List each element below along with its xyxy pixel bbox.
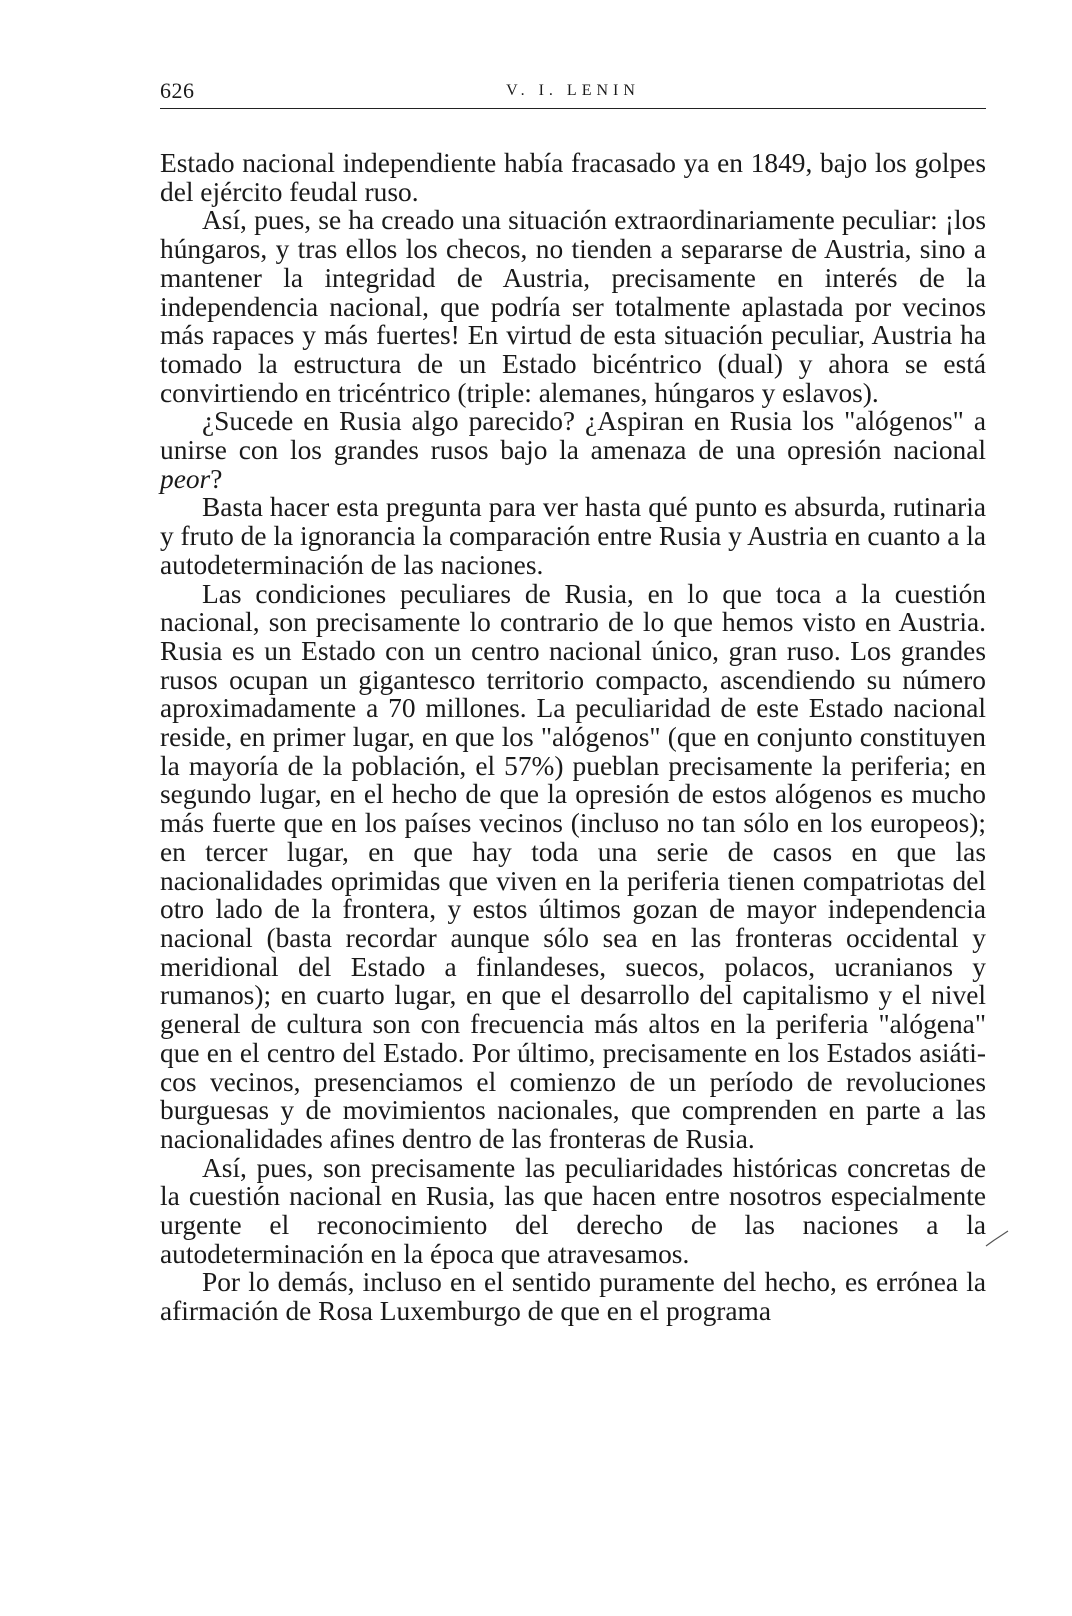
paragraph-1: Estado nacional independiente había fracasado ya en 1849, bajo los golpes del ejército feudal ruso. <box>160 148 986 207</box>
paragraph-3-text: ¿Sucede en Rusia algo parecido? ¿Aspiran en Rusia los "alógenos" a unirse con los grandes rusos bajo la amenaza de una opresión nacional <box>160 406 986 466</box>
body-text <box>160 149 986 1326</box>
paragraph-4: Basta hacer esta pregunta para ver hasta qué punto es absurda, rutinaria y fruto de la ignorancia la comparación entre Rusia y Austria en cuanto a la autodeterminación de las naciones. <box>160 492 986 580</box>
book-page <box>160 78 986 1326</box>
page-number: 626 <box>160 78 195 103</box>
paragraph-2: Así, pues, se ha creado una situación extraordinariamente peculiar: ¡los húngaros, y tras ellos los checos, no tienden a separarse de Austria, sino a mantener la integridad de Austria, precisamente en interés de la independencia nacional, que podría ser totalmente aplastada por vecinos más rapaces y más fuertes! En virtud de esta situación peculiar, Austria ha tomado la estructura de un Estado bicéntrico (dual) y ahora se está convirtiendo en tricéntrico (triple: alemanes, húngaros y eslavos). <box>160 205 986 408</box>
paragraph-6: Así, pues, son precisamente las peculiaridades históricas concretas de la cuestión nacional en Rusia, las que hacen entre nosotros especialmente urgente el reconocimiento del derecho de las naciones a la autodeterminación en la época que atravesamos. <box>160 1152 986 1269</box>
margin-pencil-mark <box>984 1226 1014 1248</box>
paragraph-7: Por lo demás, incluso en el sentido puramente del hecho, es errónea la afirmación de Rosa Luxemburgo de que en el programa <box>160 1267 986 1327</box>
paragraph-3-end: ? <box>210 463 223 494</box>
running-title: V. I. LENIN <box>506 82 640 99</box>
running-head <box>160 78 986 109</box>
paragraph-3-emphasis: peor <box>160 463 211 494</box>
paragraph-5: Las condiciones peculiares de Rusia, en lo que toca a la cuestión nacional, son precisamente lo contrario de lo que hemos visto en Austria. Rusia es un Estado con un centro nacional único, gran ruso. Los grandes rusos ocupan un gigantesco territorio compacto, ascendiendo su número aproximadamente a 70 millones. La peculiaridad de este Estado nacional reside, en primer lugar, en que los "alógenos" (que en conjunto constituyen la mayoría de la población, el 57%) pueblan precisamente la periferia; en segundo lugar, en el hecho de que la opresión de estos alógenos es mucho más fuerte que en los países vecinos (incluso no tan sólo en los europeos); en tercer lugar, en que hay toda una serie de casos en que las nacionalidades oprimidas que viven en la periferia tienen compatriotas del otro lado de la frontera, y estos últimos gozan de mayor independencia nacional (basta recordar aunque sólo sea en las fronteras occidental y meridional del Estado a finlandeses, suecos, polacos, ucranianos y rumanos); en cuarto lugar, en que el desarrollo del capitalismo y el nivel general de cultura son con frecuencia más altos en la periferia "alógena" que en el centro del Estado. Por último, precisamente en los Estados asiáticos vecinos, presenciamos el comienzo de un período de revoluciones burguesas y de movimientos nacionales, que comprenden en parte a las nacionalidades afines dentro de las fronteras de Rusia. <box>160 578 986 1154</box>
paragraph-3 <box>160 407 986 493</box>
